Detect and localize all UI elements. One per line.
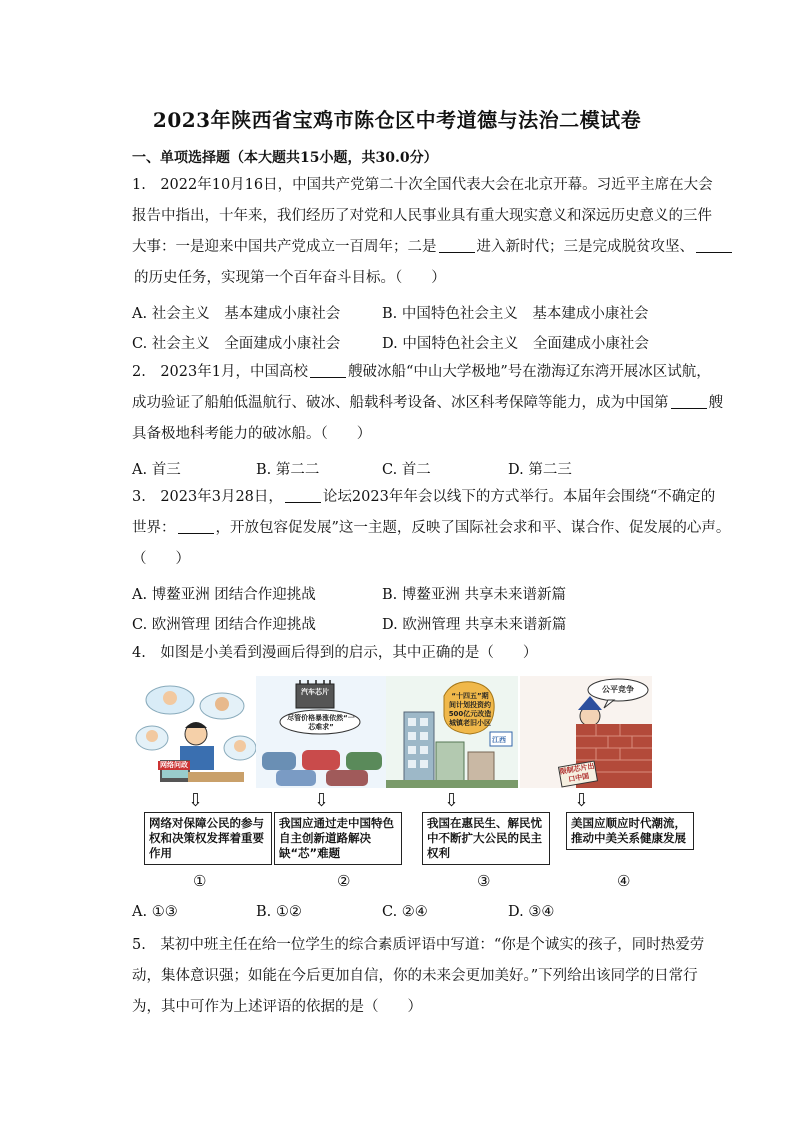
q2-option-d[interactable]: D. 第二三 [508,462,572,478]
q2-option-c[interactable]: C. 首二 [382,462,431,478]
q2-line-2a: 成功验证了船舶低温航行、破冰、船载科考设备、冰区科考保障等能力，成为中国第 [132,395,669,411]
q2-line-2b: 艘 [708,395,723,411]
answer-blank [310,363,346,378]
q1-line-3b: 进入新时代；三是完成脱贫攻坚、 [476,239,694,255]
q3-line-1a: 3. 2023年3月28日， [132,489,283,505]
q5-line-1: 5. 某初中班主任在给一位学生的综合素质评语中写道：“你是个诚实的孩子，同时热爱劳 [132,937,705,953]
panel-1-sign: 网络问政 [160,761,188,769]
q3-line-1b: 论坛2023年年会以线下的方式举行。本届年会围绕“不确定的 [322,489,716,505]
q2-line-3: 具备极地科考能力的破冰船。（ ） [132,426,372,442]
q2-option-a[interactable]: A. 首三 [132,462,181,478]
panel-3-caption: 我国在惠民生、解民忧中不断扩大公民的民主权利 [422,812,550,865]
panel-4-sign-text: 限制芯片出口中国 [559,762,596,784]
arrow-down-icon: ⇩ [314,790,330,811]
cartoon-panel-3 [386,676,518,788]
q3-line-2a: 世界： [132,520,176,536]
answer-blank [285,488,321,503]
q2-option-b[interactable]: B. 第二二 [256,462,320,478]
q2-line-2 [132,388,723,419]
panel-3-number: ③ [477,872,491,890]
q3-line-2b: ，开放包容促发展”这一主题，反映了国际社会求和平、谋合作、促发展的心声。 [215,520,731,536]
q1-option-b[interactable]: B. 中国特色社会主义 基本建成小康社会 [382,306,649,322]
q1-option-c[interactable]: C. 社会主义 全面建成小康社会 [132,336,341,352]
q2-line-1b: 艘破冰船“中山大学极地”号在渤海辽东湾开展冰区试航， [347,364,711,380]
panel-4-speech-bubble-text: 公平竞争 [602,685,634,694]
arrow-down-icon: ⇩ [444,790,460,811]
panel-4-number: ④ [617,872,631,890]
q5-line-3: 为，其中可作为上述评语的依据的是（ ） [132,999,422,1015]
panel-4-caption: 美国应顺应时代潮流，推动中美关系健康发展 [566,812,694,850]
q1-line-1: 1. 2022年10月16日，中国共产党第二十次全国代表大会在北京开幕。习近平主席在大会 [132,177,713,193]
q3-line-2 [132,513,730,544]
q4-option-d[interactable]: D. ③④ [508,904,555,920]
arrow-down-icon: ⇩ [574,790,590,811]
answer-blank [439,238,475,253]
answer-blank [696,238,732,253]
q4-line-1: 4. 如图是小美看到漫画后得到的启示，其中正确的是（ ） [132,645,538,661]
q1-line-4 [132,263,446,294]
q1-option-a[interactable]: A. 社会主义 基本建成小康社会 [132,306,341,322]
panel-2-caption: 我国应通过走中国特色自主创新道路解决缺“芯”难题 [274,812,402,865]
panel-3-money-bag-text: “十四五”期间计划投资约500亿元改造城镇老旧小区 [448,692,492,727]
answer-blank [178,519,214,534]
q1-option-d[interactable]: D. 中国特色社会主义 全面建成小康社会 [382,336,649,352]
panel-1-caption: 网络对保障公民的参与权和决策权发挥着重要作用 [144,812,272,865]
q3-line-1 [132,482,715,513]
cartoon-panel-2 [256,676,388,788]
q5-line-2: 动，集体意识强；如能在今后更加自信，你的未来会更加美好。”下列给出该同学的日常行 [132,968,698,984]
cartoon-online-governance-illustration [130,676,262,788]
q1-line-4-text: 的历史任务，实现第一个百年奋斗目标。（ ） [134,270,446,286]
section-heading: 一、单项选择题（本大题共15小题，共30.0分） [132,150,438,166]
panel-3-province-label: 江西 [492,736,506,744]
q3-option-c[interactable]: C. 欧洲管理 团结合作迎挑战 [132,617,316,633]
q3-option-d[interactable]: D. 欧洲管理 共享未来谱新篇 [382,617,567,633]
q2-line-1a: 2. 2023年1月，中国高校 [132,364,308,380]
q3-option-a[interactable]: A. 博鳌亚洲 团结合作迎挑战 [132,587,316,603]
panel-2-chip-label: 汽车芯片 [301,688,329,696]
q2-line-1 [132,357,711,388]
answer-blank [671,394,707,409]
arrow-down-icon: ⇩ [188,790,204,811]
page-title: 2023年陕西省宝鸡市陈仓区中考道德与法治二模试卷 [152,108,642,132]
panel-2-bubble-text: 尽管价格暴涨依然“一芯难求” [287,714,355,731]
panel-2-number: ② [337,872,351,890]
q4-option-c[interactable]: C. ②④ [382,904,428,920]
cartoon-panel-4 [520,676,652,788]
q3-option-b[interactable]: B. 博鳌亚洲 共享未来谱新篇 [382,587,566,603]
q1-line-2: 报告中指出，十年来，我们经历了对党和人民事业具有重大现实意义和深远历史意义的三件 [132,208,712,224]
panel-1-number: ① [193,872,207,890]
q1-line-3 [132,232,734,263]
q3-line-3: （ ） [132,551,190,567]
q4-option-a[interactable]: A. ①③ [132,904,178,920]
cartoon-panel-1 [130,676,262,788]
q1-line-3a: 大事：一是迎来中国共产党成立一百周年；二是 [132,239,437,255]
q4-option-b[interactable]: B. ①② [256,904,302,920]
